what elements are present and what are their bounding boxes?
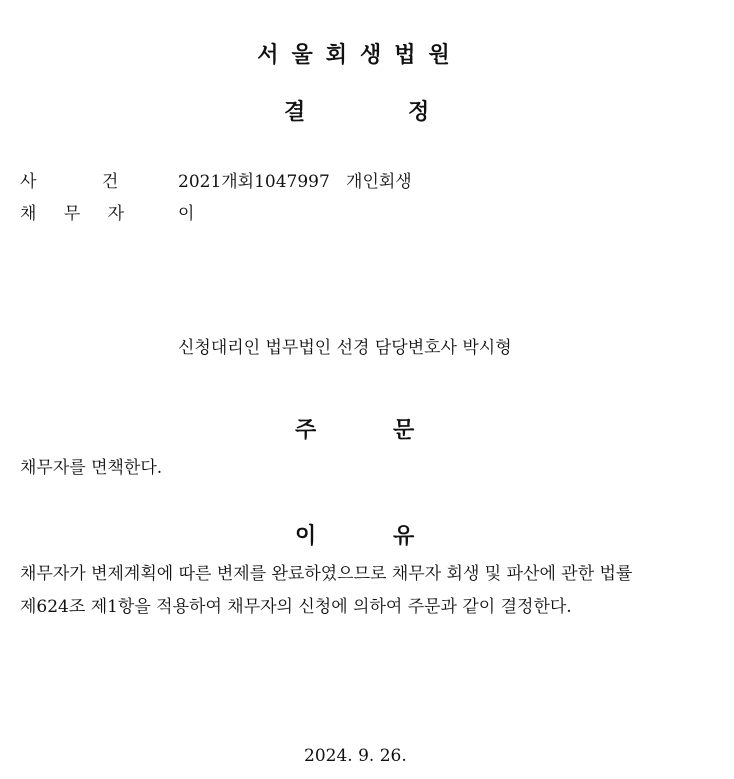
decision-date: 2024. 9. 26. (304, 746, 407, 766)
order-heading-char-2: 문 (393, 418, 415, 443)
document-title-char-1: 결 (284, 100, 306, 125)
case-label (20, 167, 130, 192)
debtor-label (20, 199, 124, 224)
order-text: 채무자를 면책한다. (20, 458, 163, 478)
document-title-char-2: 정 (408, 100, 430, 125)
debtor-label-text: 채 무 자 (20, 204, 125, 224)
case-label-text: 사 건 (20, 172, 119, 192)
order-heading-char-1: 주 (295, 418, 317, 443)
reason-line-2: 제624조 제1항을 적용하여 채무자의 신청에 의하여 주문과 같이 결정한다. (20, 597, 572, 617)
reason-line-1: 채무자가 변제계획에 따른 변제를 완료하였으므로 채무자 회생 및 파산에 관한 법률 (20, 564, 633, 584)
case-value: 2021개회1047997 개인회생 (178, 172, 412, 192)
applicant-agent: 신청대리인 법무법인 선경 담당변호사 박시형 (178, 338, 512, 358)
reason-heading-char-2: 유 (393, 524, 415, 549)
debtor-value: 이 (178, 204, 195, 224)
court-name: 서울회생법원 (257, 43, 463, 68)
reason-heading-char-1: 이 (295, 524, 317, 549)
